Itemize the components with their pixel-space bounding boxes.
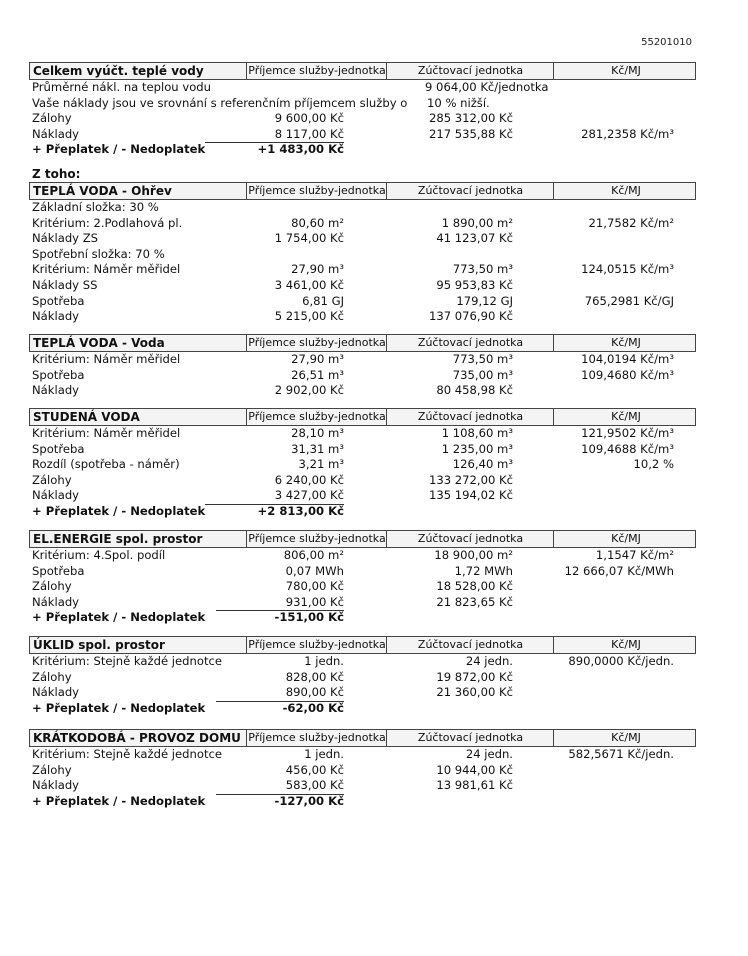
table-row (29, 504, 696, 520)
row-label: Náklady (32, 685, 80, 700)
recipient-value: 931,00 Kč (216, 595, 344, 612)
table-row (29, 127, 696, 143)
price-per-unit-value: 109,4680 Kč/m³ (581, 367, 674, 382)
price-per-unit-value: 582,5671 Kč/jedn. (568, 747, 674, 761)
col-header-recipient: Příjemce služby-jednotka (246, 637, 387, 653)
col-header-recipient: Příjemce služby-jednotka (246, 730, 387, 746)
price-per-unit-value: 109,4688 Kč/m³ (581, 441, 674, 456)
billing-unit-value: 80 458,98 Kč (436, 383, 513, 398)
row-label: Náklady (32, 309, 80, 324)
billing-unit-value: 10 % nižší. (427, 95, 490, 110)
section-6 (29, 729, 696, 809)
recipient-value: 6 240,00 Kč (274, 472, 344, 487)
recipient-value: 2 902,00 Kč (274, 383, 344, 398)
table-row (29, 610, 696, 626)
row-label: Zálohy (32, 762, 72, 777)
billing-unit-value: 19 872,00 Kč (436, 669, 513, 684)
row-label: Spotřeba (32, 367, 85, 382)
table-row (29, 142, 696, 158)
table-row (29, 80, 696, 96)
recipient-value: 9 600,00 Kč (274, 111, 344, 126)
price-per-unit-value: 12 666,07 Kč/MWh (564, 563, 674, 578)
section-title: TEPLÁ VODA - Voda (33, 336, 165, 350)
col-header-billing-unit: Zúčtovací jednotka (386, 531, 554, 547)
recipient-value: 8 117,00 Kč (205, 127, 344, 144)
row-label: Spotřeba (32, 563, 85, 578)
table-row (29, 747, 696, 763)
recipient-value: 3 461,00 Kč (274, 277, 344, 292)
row-label: Rozdíl (spotřeba - náměr) (32, 457, 180, 472)
col-header-billing-unit: Zúčtovací jednotka (386, 183, 554, 199)
section-title: Celkem vyúčt. teplé vody (33, 64, 204, 78)
section-2 (29, 334, 696, 399)
row-label: Spotřební složka: 70 % (32, 246, 165, 261)
price-per-unit-value: 21,7582 Kč/m² (588, 215, 674, 230)
row-label: Kritérium: Stejně každé jednotce (32, 654, 223, 668)
table-row (29, 368, 696, 384)
recipient-value: 0,07 MWh (285, 563, 344, 578)
row-label: Zálohy (32, 472, 72, 487)
price-per-unit-value: 104,0194 Kč/m³ (581, 352, 674, 366)
billing-unit-value: 41 123,07 Kč (436, 231, 513, 246)
billing-unit-value: 135 194,02 Kč (428, 488, 513, 503)
col-header-price-per-unit: Kč/MJ (553, 183, 698, 199)
table-row (29, 216, 696, 232)
col-header-price-per-unit: Kč/MJ (553, 730, 698, 746)
table-row (29, 488, 696, 504)
table-row (29, 579, 696, 595)
billing-unit-value: 1 890,00 m² (441, 215, 513, 230)
table-row (29, 352, 696, 368)
recipient-value: -127,00 Kč (274, 793, 344, 808)
price-per-unit-value: 1,1547 Kč/m² (595, 548, 674, 562)
section-3 (29, 408, 696, 520)
table-row (29, 231, 696, 247)
section-header (29, 408, 696, 426)
col-header-price-per-unit: Kč/MJ (553, 409, 698, 425)
section-header (29, 530, 696, 548)
billing-unit-value: 24 jedn. (465, 747, 513, 761)
section-header (29, 182, 696, 200)
recipient-value: -62,00 Kč (282, 700, 344, 715)
section-0 (29, 62, 696, 158)
section-4 (29, 530, 696, 626)
col-header-billing-unit: Zúčtovací jednotka (386, 637, 554, 653)
recipient-value: +1 483,00 Kč (257, 142, 344, 157)
table-row (29, 548, 696, 564)
billing-unit-value: 126,40 m³ (452, 457, 513, 472)
price-per-unit-value: 124,0515 Kč/m³ (581, 262, 674, 277)
section-title: EL.ENERGIE spol. prostor (33, 532, 203, 546)
row-label: Kritérium: 4.Spol. podíl (32, 548, 166, 562)
billing-unit-value: 1 108,60 m³ (441, 426, 513, 440)
table-row (29, 278, 696, 294)
table-row (29, 685, 696, 701)
billing-unit-value: 95 953,83 Kč (436, 277, 513, 292)
table-row (29, 96, 696, 112)
billing-unit-value: 13 981,61 Kč (436, 778, 513, 793)
price-per-unit-value: 281,2358 Kč/m³ (581, 126, 674, 141)
recipient-value: 456,00 Kč (285, 762, 344, 777)
table-row (29, 778, 696, 794)
row-label: Průměrné nákl. na teplou vodu (32, 80, 212, 94)
billing-unit-value: 133 272,00 Kč (428, 472, 513, 487)
recipient-value: 3 427,00 Kč (205, 488, 344, 505)
table-row (29, 294, 696, 310)
row-label: + Přeplatek / - Nedoplatek (32, 700, 206, 715)
table-row (29, 383, 696, 399)
table-row (29, 426, 696, 442)
table-row (29, 200, 696, 216)
section-header (29, 334, 696, 352)
row-label: Vaše náklady jsou ve srovnání s referenčním příjemcem služby o (32, 95, 408, 110)
recipient-value: 80,60 m² (291, 215, 344, 230)
recipient-value: -151,00 Kč (274, 610, 344, 625)
table-row (29, 654, 696, 670)
col-header-price-per-unit: Kč/MJ (553, 637, 698, 653)
table-row (29, 564, 696, 580)
billing-unit-value: 285 312,00 Kč (428, 111, 513, 126)
row-label: Spotřeba (32, 293, 85, 308)
recipient-value: 6,81 GJ (302, 293, 344, 308)
row-label: Zálohy (32, 111, 72, 126)
recipient-value: 890,00 Kč (216, 685, 344, 702)
row-label: Náklady (32, 488, 80, 503)
billing-unit-value: 10 944,00 Kč (436, 762, 513, 777)
row-label: Náklady SS (32, 277, 98, 292)
section-title: STUDENÁ VODA (33, 410, 140, 424)
recipient-value: +2 813,00 Kč (257, 503, 344, 518)
z-toho-label: Z toho: (32, 167, 81, 181)
row-label: Náklady (32, 778, 80, 793)
row-label: Náklady (32, 126, 80, 141)
billing-unit-value: 21 823,65 Kč (436, 594, 513, 609)
section-title: TEPLÁ VODA - Ohřev (33, 184, 172, 198)
col-header-recipient: Příjemce služby-jednotka (246, 183, 387, 199)
price-per-unit-value: 890,0000 Kč/jedn. (568, 654, 674, 668)
recipient-value: 780,00 Kč (285, 579, 344, 594)
col-header-recipient: Příjemce služby-jednotka (246, 63, 387, 79)
row-label: + Přeplatek / - Nedoplatek (32, 503, 206, 518)
col-header-price-per-unit: Kč/MJ (553, 63, 698, 79)
row-label: Základní složka: 30 % (32, 200, 159, 214)
billing-unit-value: 137 076,90 Kč (428, 309, 513, 324)
col-header-billing-unit: Zúčtovací jednotka (386, 409, 554, 425)
table-row (29, 595, 696, 611)
col-header-recipient: Příjemce služby-jednotka (246, 409, 387, 425)
table-row (29, 111, 696, 127)
table-row (29, 247, 696, 263)
table-row (29, 442, 696, 458)
table-row (29, 309, 696, 325)
row-label: Náklady (32, 383, 80, 398)
billing-unit-value: 18 528,00 Kč (436, 579, 513, 594)
section-header (29, 62, 696, 80)
row-label: + Přeplatek / - Nedoplatek (32, 793, 206, 808)
row-label: Kritérium: Náměr měřidel (32, 352, 181, 366)
section-header (29, 636, 696, 654)
billing-unit-value: 1 235,00 m³ (441, 441, 513, 456)
billing-unit-value: 179,12 GJ (456, 293, 513, 308)
table-row (29, 457, 696, 473)
billing-unit-value: 9 064,00 Kč/jednotka (425, 80, 549, 94)
row-label: Zálohy (32, 669, 72, 684)
col-header-billing-unit: Zúčtovací jednotka (386, 335, 554, 351)
recipient-value: 27,90 m³ (291, 352, 344, 366)
recipient-value: 828,00 Kč (285, 669, 344, 684)
table-row (29, 670, 696, 686)
document-number: 55201010 (641, 37, 692, 48)
recipient-value: 31,31 m³ (291, 441, 344, 456)
recipient-value: 583,00 Kč (216, 778, 344, 795)
table-row (29, 794, 696, 810)
col-header-recipient: Příjemce služby-jednotka (246, 335, 387, 351)
table-row (29, 763, 696, 779)
row-label: Náklady (32, 594, 80, 609)
section-header (29, 729, 696, 747)
recipient-value: 3,21 m³ (298, 457, 344, 472)
billing-unit-value: 18 900,00 m² (434, 548, 513, 562)
table-row (29, 473, 696, 489)
recipient-value: 806,00 m² (283, 548, 344, 562)
section-title: ÚKLID spol. prostor (33, 638, 165, 652)
col-header-price-per-unit: Kč/MJ (553, 335, 698, 351)
row-label: + Přeplatek / - Nedoplatek (32, 610, 206, 625)
row-label: Kritérium: 2.Podlahová pl. (32, 215, 183, 230)
recipient-value: 1 jedn. (304, 654, 344, 668)
billing-unit-value: 735,00 m³ (452, 367, 513, 382)
recipient-value: 28,10 m³ (291, 426, 344, 440)
row-label: Náklady ZS (32, 231, 99, 246)
row-label: Kritérium: Náměr měřidel (32, 262, 181, 277)
row-label: Zálohy (32, 579, 72, 594)
billing-unit-value: 773,50 m³ (452, 352, 513, 366)
recipient-value: 5 215,00 Kč (274, 309, 344, 324)
col-header-billing-unit: Zúčtovací jednotka (386, 63, 554, 79)
billing-unit-value: 217 535,88 Kč (428, 126, 513, 141)
col-header-recipient: Příjemce služby-jednotka (246, 531, 387, 547)
row-label: Kritérium: Stejně každé jednotce (32, 747, 223, 761)
price-per-unit-value: 121,9502 Kč/m³ (581, 426, 674, 440)
recipient-value: 1 jedn. (304, 747, 344, 761)
section-1 (29, 182, 696, 325)
row-label: Spotřeba (32, 441, 85, 456)
price-per-unit-value: 765,2981 Kč/GJ (584, 293, 674, 308)
table-row (29, 701, 696, 717)
billing-unit-value: 21 360,00 Kč (436, 685, 513, 700)
recipient-value: 27,90 m³ (291, 262, 344, 277)
recipient-value: 26,51 m³ (291, 367, 344, 382)
row-label: Kritérium: Náměr měřidel (32, 426, 181, 440)
billing-unit-value: 24 jedn. (465, 654, 513, 668)
recipient-value: 1 754,00 Kč (274, 231, 344, 246)
table-row (29, 262, 696, 278)
price-per-unit-value: 10,2 % (633, 457, 674, 472)
section-title: KRÁTKODOBÁ - PROVOZ DOMU (33, 731, 241, 745)
billing-unit-value: 1,72 MWh (454, 563, 513, 578)
billing-unit-value: 773,50 m³ (452, 262, 513, 277)
section-5 (29, 636, 696, 716)
col-header-billing-unit: Zúčtovací jednotka (386, 730, 554, 746)
col-header-price-per-unit: Kč/MJ (553, 531, 698, 547)
row-label: + Přeplatek / - Nedoplatek (32, 142, 206, 157)
